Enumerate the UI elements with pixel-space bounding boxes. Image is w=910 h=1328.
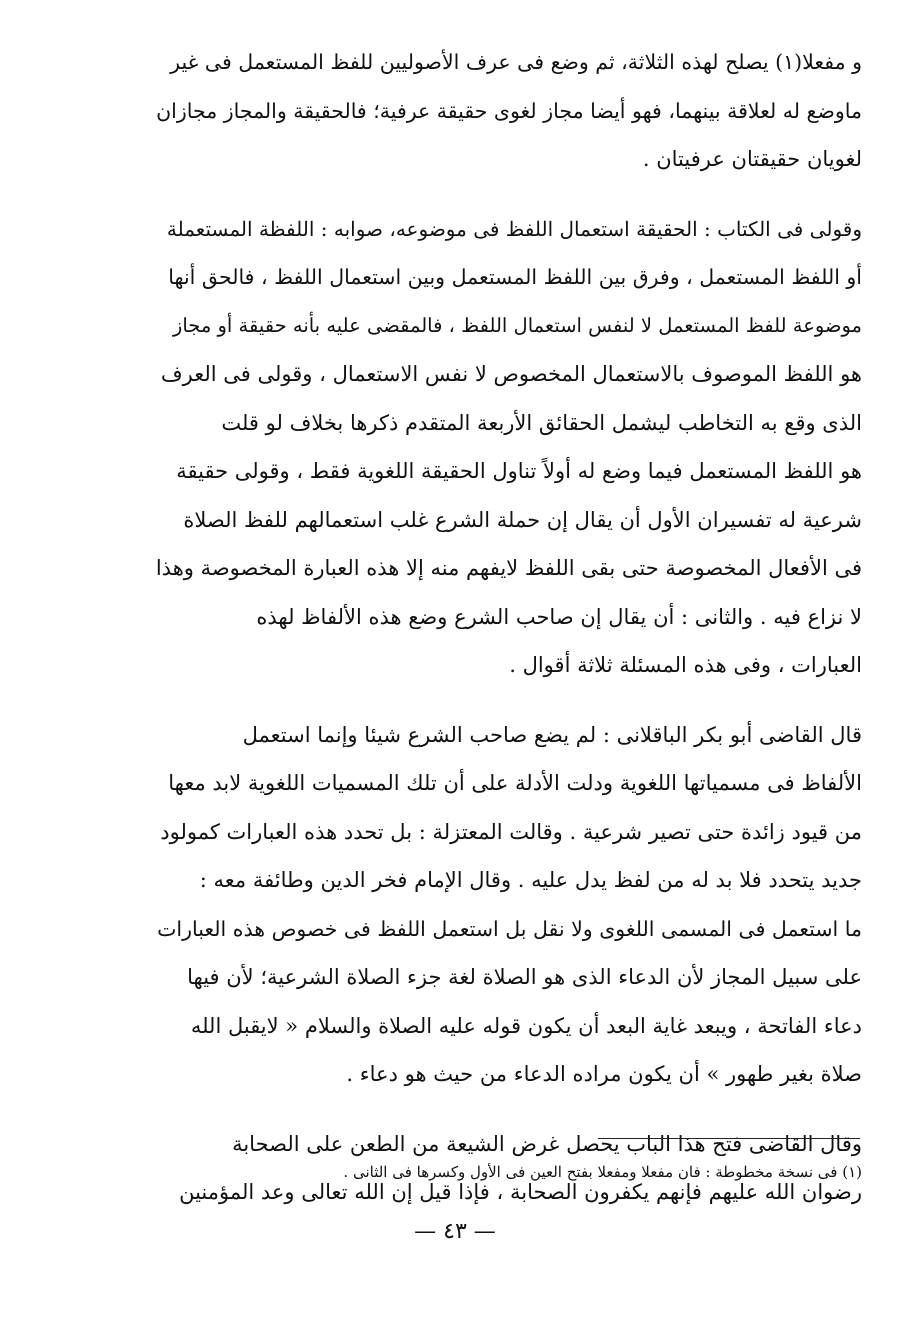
text-line: العبارات ، وفى هذه المسئلة ثلاثة أقوال . xyxy=(509,653,862,677)
text-line: لغويان حقيقتان عرفيتان . xyxy=(642,147,862,171)
text-line: دعاء الفاتحة ، ويبعد غاية البعد أن يكون قوله عليه الصلاة والسلام « لايقبل الله xyxy=(190,1013,862,1038)
text-line: صلاة بغير طهور » أن يكون مراده الدعاء من حيث هو دعاء . xyxy=(346,1062,862,1086)
main-text xyxy=(156,38,862,1217)
text-line: أو اللفظ المستعمل ، وفرق بين اللفظ المستعمل وبين استعمال اللفظ ، فالحق أنها xyxy=(168,265,862,289)
text-line: قال القاضى أبو بكر الباقلانى : لم يضع صاحب الشرع شيئا وإنما استعمل xyxy=(242,722,862,747)
text-line: الذى وقع به التخاطب ليشمل الحقائق الأربعة المتقدم ذكرها بخلاف لو قلت xyxy=(221,410,862,435)
text-line: ماوضع له لعلاقة بينهما، فهو أيضا مجاز لغوى حقيقة عرفية؛ فالحقيقة والمجاز مجازان xyxy=(156,98,862,123)
paragraph-1 xyxy=(156,38,862,184)
text-line: هو اللفظ المستعمل فيما وضع له أولاً تناول الحقيقة اللغوية فقط ، وقولى حقيقة xyxy=(176,459,862,483)
text-line: رضوان الله عليهم فإنهم يكفرون الصحابة ، فإذا قيل إن الله تعالى وعد المؤمنين xyxy=(179,1180,862,1204)
page-number: — ٤٣ — xyxy=(414,1219,496,1244)
footnote-divider xyxy=(598,1138,860,1139)
footnote: (١) فى نسخة مخطوطة : فان مفعلا ومفعلا بفتح العين فى الأول وكسرها فى الثانى . xyxy=(343,1163,862,1181)
text-line: هو اللفظ الموصوف بالاستعمال المخصوص لا نفس الاستعمال ، وقولى فى العرف xyxy=(160,362,862,386)
text-line: ما استعمل فى المسمى اللغوى ولا نقل بل استعمل اللفظ فى خصوص هذه العبارات xyxy=(157,916,862,941)
text-line: من قيود زائدة حتى تصير شرعية . وقالت المعتزلة : بل تحدد هذه العبارات كمولود xyxy=(160,819,862,844)
text-line: موضوعة للفظ المستعمل لا لنفس استعمال اللفظ ، فالمقضى عليه بأنه حقيقة أو مجاز xyxy=(172,313,862,337)
text-line: على سبيل المجاز لأن الدعاء الذى هو الصلاة لغة جزء الصلاة الشرعية؛ لأن فيها xyxy=(187,965,862,989)
paragraph-3 xyxy=(156,711,862,1099)
text-line: الألفاظ فى مسمياتها اللغوية ودلت الأدلة على أن تلك المسميات اللغوية لابد معها xyxy=(168,771,862,795)
text-line: شرعية له تفسيران الأول أن يقال إن حملة الشرع غلب استعمالهم للفظ الصلاة xyxy=(183,507,862,532)
text-line: فى الأفعال المخصوصة حتى بقى اللفظ لايفهم منه إلا هذه العبارة المخصوصة وهذا xyxy=(155,556,862,580)
text-line: و مفعلا(١) يصلح لهذه الثلاثة، ثم وضع فى عرف الأصوليين للفظ المستعمل فى غير xyxy=(170,50,862,74)
text-line: لا نزاع فيه . والثانى : أن يقال إن صاحب الشرع وضع هذه الألفاظ لهذه xyxy=(256,604,862,629)
paragraph-2 xyxy=(156,205,862,690)
text-line: وقال القاضى فتح هذا الباب يحصل غرض الشيعة من الطعن على الصحابة xyxy=(232,1131,862,1156)
text-line: وقولى فى الكتاب : الحقيقة استعمال اللفظ فى موضوعه، صوابه : اللفظة المستعملة xyxy=(166,216,862,241)
text-line: جديد يتحدد فلا بد له من لفظ يدل عليه . وقال الإمام فخر الدين وطائفة معه : xyxy=(199,868,862,892)
